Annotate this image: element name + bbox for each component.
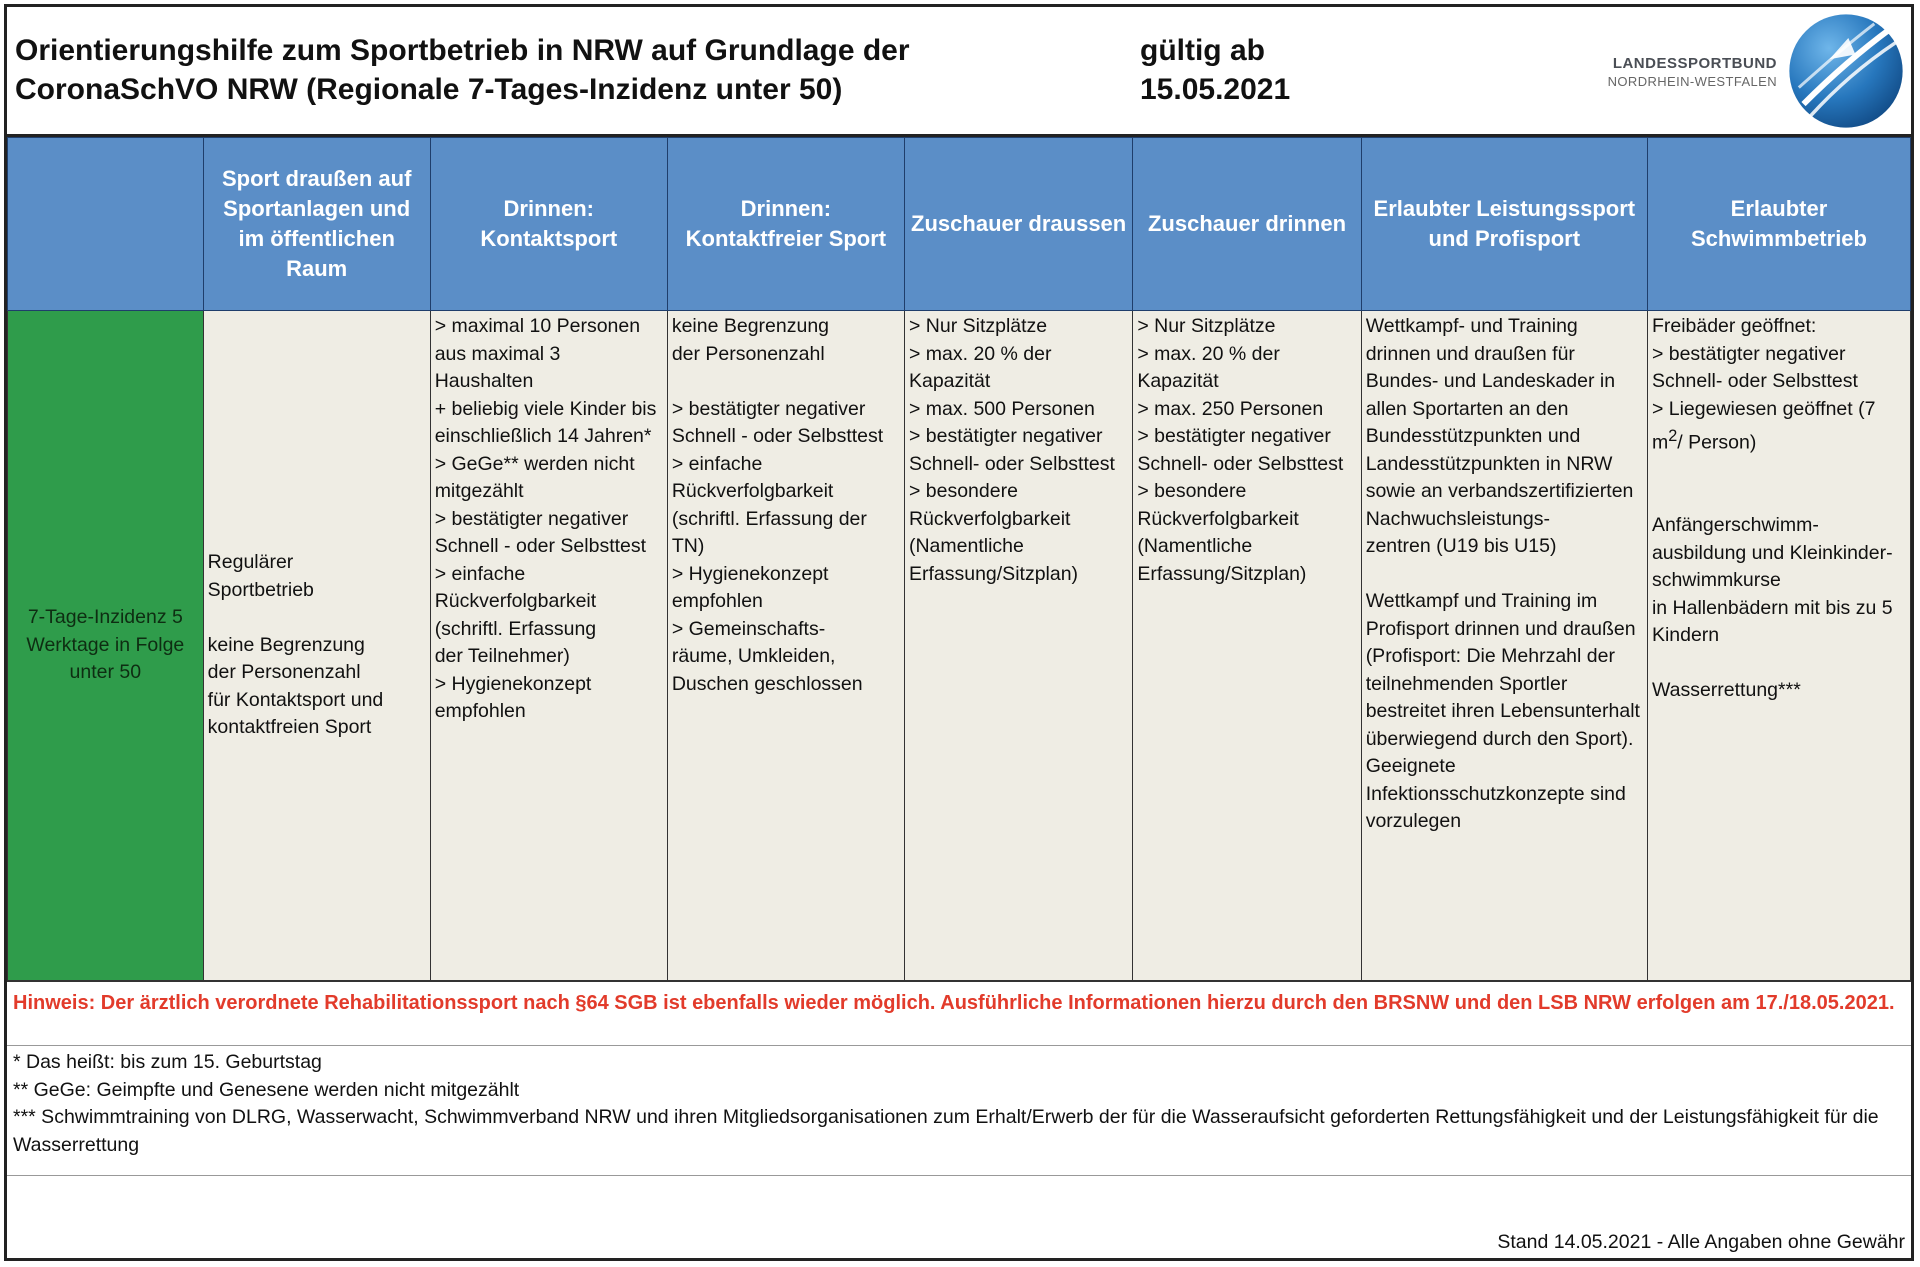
stand-disclaimer: Stand 14.05.2021 - Alle Angaben ohne Gewähr [1497, 1231, 1905, 1253]
column-header-empty [8, 138, 204, 311]
table-row [8, 311, 1911, 981]
column-header-zuschauer-drinnen: Zuschauer drinnen [1133, 138, 1361, 311]
logo-text [1608, 55, 1777, 89]
column-header-schwimmbetrieb: Erlaubter Schwimmbetrieb [1647, 138, 1910, 311]
cell-leistungssport: Wettkampf- und Training drinnen und draußen für Bundes- und Landeskader in allen Sportarten an den Bundesstützpunkten und Landesstützpunkten in NRW sowie an verbandszertifizierten Nachwuchsleistungs- zentren (U19 bis U15) Wettkampf und Training im Profisport drinnen und draußen (Profisport: Die Mehrzahl der teilnehmenden Sportler bestreitet ihren Lebensunterhalt überwiegend durch den Sport). Geeignete Infektionsschutzkonzepte sind vorzulegen [1361, 311, 1647, 981]
cell-drinnen-kontaktfrei: keine Begrenzung der Personenzahl > bestätigter negativer Schnell - oder Selbsttest > einfache Rückverfolgbarkeit (schriftl. Erfassung der TN) > Hygienekonzept empfohlen > Gemeinschafts- räume, Umkleiden, Duschen geschlossen [667, 311, 904, 981]
table-header-row [8, 138, 1911, 311]
title-line-2: CoronaSchVO NRW (Regionale 7-Tages-Inzidenz unter 50) [15, 73, 843, 106]
swim-superscript: 2 [1668, 427, 1678, 445]
rehab-notice: Hinweis: Der ärztlich verordnete Rehabilitationssport nach §64 SGB ist ebenfalls wieder möglich. Ausführliche Informationen hierzu durch den BRSNW und den LSB NRW erfolgen am 17./18.05.2021. [7, 980, 1911, 1046]
footnote-1: * Das heißt: bis zum 15. Geburtstag [13, 1051, 322, 1073]
cell-zuschauer-drinnen: > Nur Sitzplätze > max. 20 % der Kapazität > max. 250 Personen > bestätigter negativer Schnell- oder Selbsttest > besondere Rückverfolgbarkeit (Namentliche Erfassung/Sitzplan) [1133, 311, 1361, 981]
valid-date: 15.05.2021 [1140, 73, 1291, 106]
column-header-zuschauer-draussen: Zuschauer draussen [904, 138, 1132, 311]
swim-text-2: / Person) Anfängerschwimm- ausbildung und Kleinkinder- schwimmkurse in Hallenbädern mit bis zu 5 Kindern Wasserrettung*** [1651, 431, 1893, 701]
row-label-incidence: 7-Tage-Inzidenz 5 Werktage in Folge unter 50 [8, 311, 204, 981]
column-header-drinnen-kontaktfrei: Drinnen: Kontaktfreier Sport [667, 138, 904, 311]
footnote-3: *** Schwimmtraining von DLRG, Wasserwacht, Schwimmverband NRW und ihren Mitgliedsorganisationen zum Erhalt/Erwerb der für die Wasseraufsicht geforderten Rettungsfähigkeit und der Leistungsfähigkeit für die Wasserrettung [13, 1106, 1879, 1156]
cell-drinnen-kontaktsport: > maximal 10 Personen aus maximal 3 Haushalten + beliebig viele Kinder bis einschließlich 14 Jahren* > GeGe** werden nicht mitgezählt > bestätigter negativer Schnell - oder Selbsttest > einfache Rückverfolgbarkeit (schriftl. Erfassung der Teilnehmer) > Hygienekonzept empfohlen [430, 311, 667, 981]
cell-zuschauer-draussen: > Nur Sitzplätze > max. 20 % der Kapazität > max. 500 Personen > bestätigter negativer Schnell- oder Selbsttest > besondere Rückverfolgbarkeit (Namentliche Erfassung/Sitzplan) [904, 311, 1132, 981]
swim-text-1: Freibäder geöffnet: > bestätigter negativer Schnell- oder Selbsttest > Liegewiesen geöffnet (7 m [1651, 315, 1876, 454]
logo-line-1: LANDESSPORTBUND [1612, 55, 1777, 72]
valid-from [1140, 31, 1290, 109]
document-frame [4, 4, 1914, 1261]
landessportbund-logo-icon [1787, 12, 1905, 130]
footer-divider [7, 1175, 1911, 1176]
footnote-2: ** GeGe: Geimpfte und Genesene werden nicht mitgezählt [13, 1078, 520, 1101]
column-header-leistungssport: Erlaubter Leistungssport und Profisport [1361, 138, 1647, 311]
title-line-1: Orientierungshilfe zum Sportbetrieb in NRW auf Grundlage der [15, 34, 910, 67]
footnotes [13, 1049, 1903, 1159]
column-header-drinnen-kontaktsport: Drinnen: Kontaktsport [430, 138, 667, 311]
rules-table [7, 137, 1911, 981]
document-title [15, 31, 910, 109]
column-header-sport-draussen: Sport draußen auf Sportanlagen und im öffentlichen Raum [203, 138, 430, 311]
cell-sport-draussen: Regulärer Sportbetrieb keine Begrenzung der Personenzahl für Kontaktsport und kontaktfreien Sport [203, 311, 430, 981]
valid-label: gültig ab [1140, 34, 1265, 67]
cell-schwimmbetrieb [1647, 311, 1910, 981]
document-header [7, 7, 1911, 137]
logo-line-2: NORDRHEIN-WESTFALEN [1607, 74, 1777, 89]
